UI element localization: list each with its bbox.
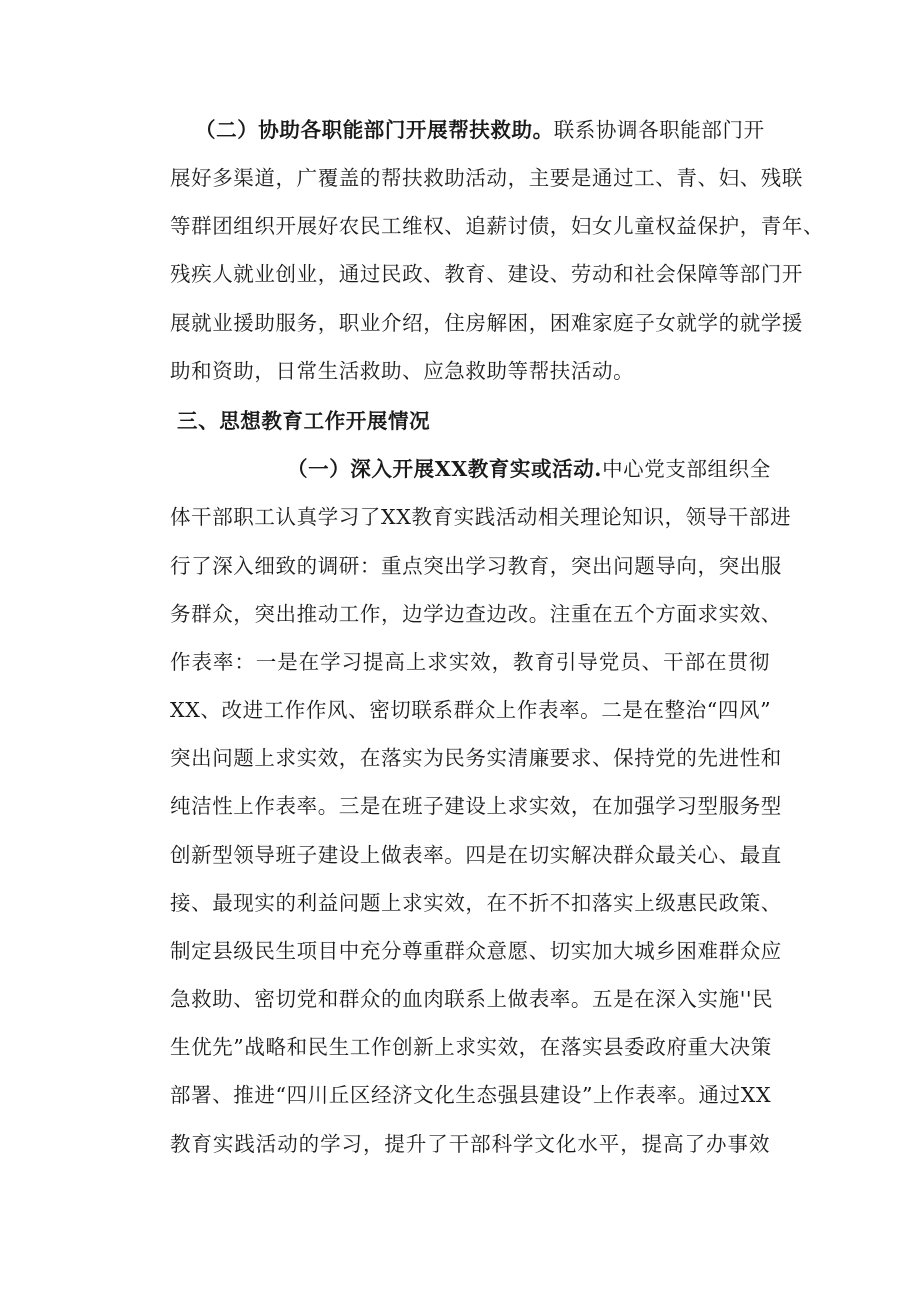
section-three-line-12: 急救助、密切党和群众的血肉联系上做表率。五是在深入实施''民 — [170, 987, 774, 1011]
section-three-line-9: 创新型领导班子建设上做表率。四是在切实解决群众最关心、最直 — [170, 843, 782, 867]
section-two-heading: （二）协助各职能部门开展帮扶救助。 — [195, 118, 554, 142]
section-three-line-2: 体干部职工认真学习了XX教育实践活动相关理论知识，领导干部进 — [170, 505, 792, 529]
section-three-line-13: 生优先”战略和民生工作创新上求实效，在落实县委政府重大决策 — [170, 1035, 772, 1059]
section-two-line-3: 等群团组织开展好农民工维权、追薪讨债，妇女儿童权益保护，青年、 — [170, 214, 825, 238]
section-two-line-2: 展好多渠道，广覆盖的帮扶救助活动，主要是通过工、青、妇、残联 — [170, 166, 803, 190]
section-three-line-8: 纯洁性上作表率。三是在班子建设上求实效，在加强学习型服务型 — [170, 794, 782, 818]
section-three-line-14: 部署、推进“四川丘区经济文化生态强县建设”上作表率。通过XX — [170, 1083, 772, 1107]
section-three-line1-rest: 中心党支部组织全 — [602, 457, 771, 481]
section-three-line-7: 突出问题上求实效，在落实为民务实清廉要求、保持党的先进性和 — [170, 746, 782, 770]
section-three-line-4: 务群众，突出推动工作，边学边查边改。注重在五个方面求实效、 — [170, 602, 782, 626]
section-two-line-5: 展就业援助服务，职业介绍，住房解困，困难家庭子女就学的就学援 — [170, 311, 803, 335]
section-two-line-6: 助和资助，日常生活救助、应急救助等帮扶活动。 — [170, 359, 635, 383]
section-three-line-5: 作表率：一是在学习提高上求实效，教育引导党员、干部在贯彻 — [170, 650, 770, 674]
section-three-line-3: 行了深入细致的调研：重点突出学习教育，突出问题导向，突出服 — [170, 554, 782, 578]
section-three-subheading: （一）深入开展XX教育实或活动. — [287, 457, 603, 481]
section-three-title: 三、思想教育工作开展情况 — [177, 409, 431, 433]
section-three-line-10: 接、最现实的利益问题上求实效，在不折不扣落实上级惠民政策、 — [170, 891, 782, 915]
section-three-line-6: XX、改进工作作风、密切联系群众上作表率。二是在整治“四风” — [170, 698, 772, 722]
section-two-line1-rest: 联系协调各职能部门开 — [553, 118, 765, 142]
section-two-line-4: 残疾人就业创业，通过民政、教育、建设、劳动和社会保障等部门开 — [170, 262, 803, 286]
section-three-line-11: 制定县级民生项目中充分尊重群众意愿、切实加大城乡困难群众应 — [170, 939, 782, 963]
section-three-line-15: 教育实践活动的学习，提升了干部科学文化水平，提高了办事效 — [170, 1132, 770, 1156]
section-three-first-line — [287, 452, 772, 486]
section-two-first-line — [195, 113, 770, 147]
